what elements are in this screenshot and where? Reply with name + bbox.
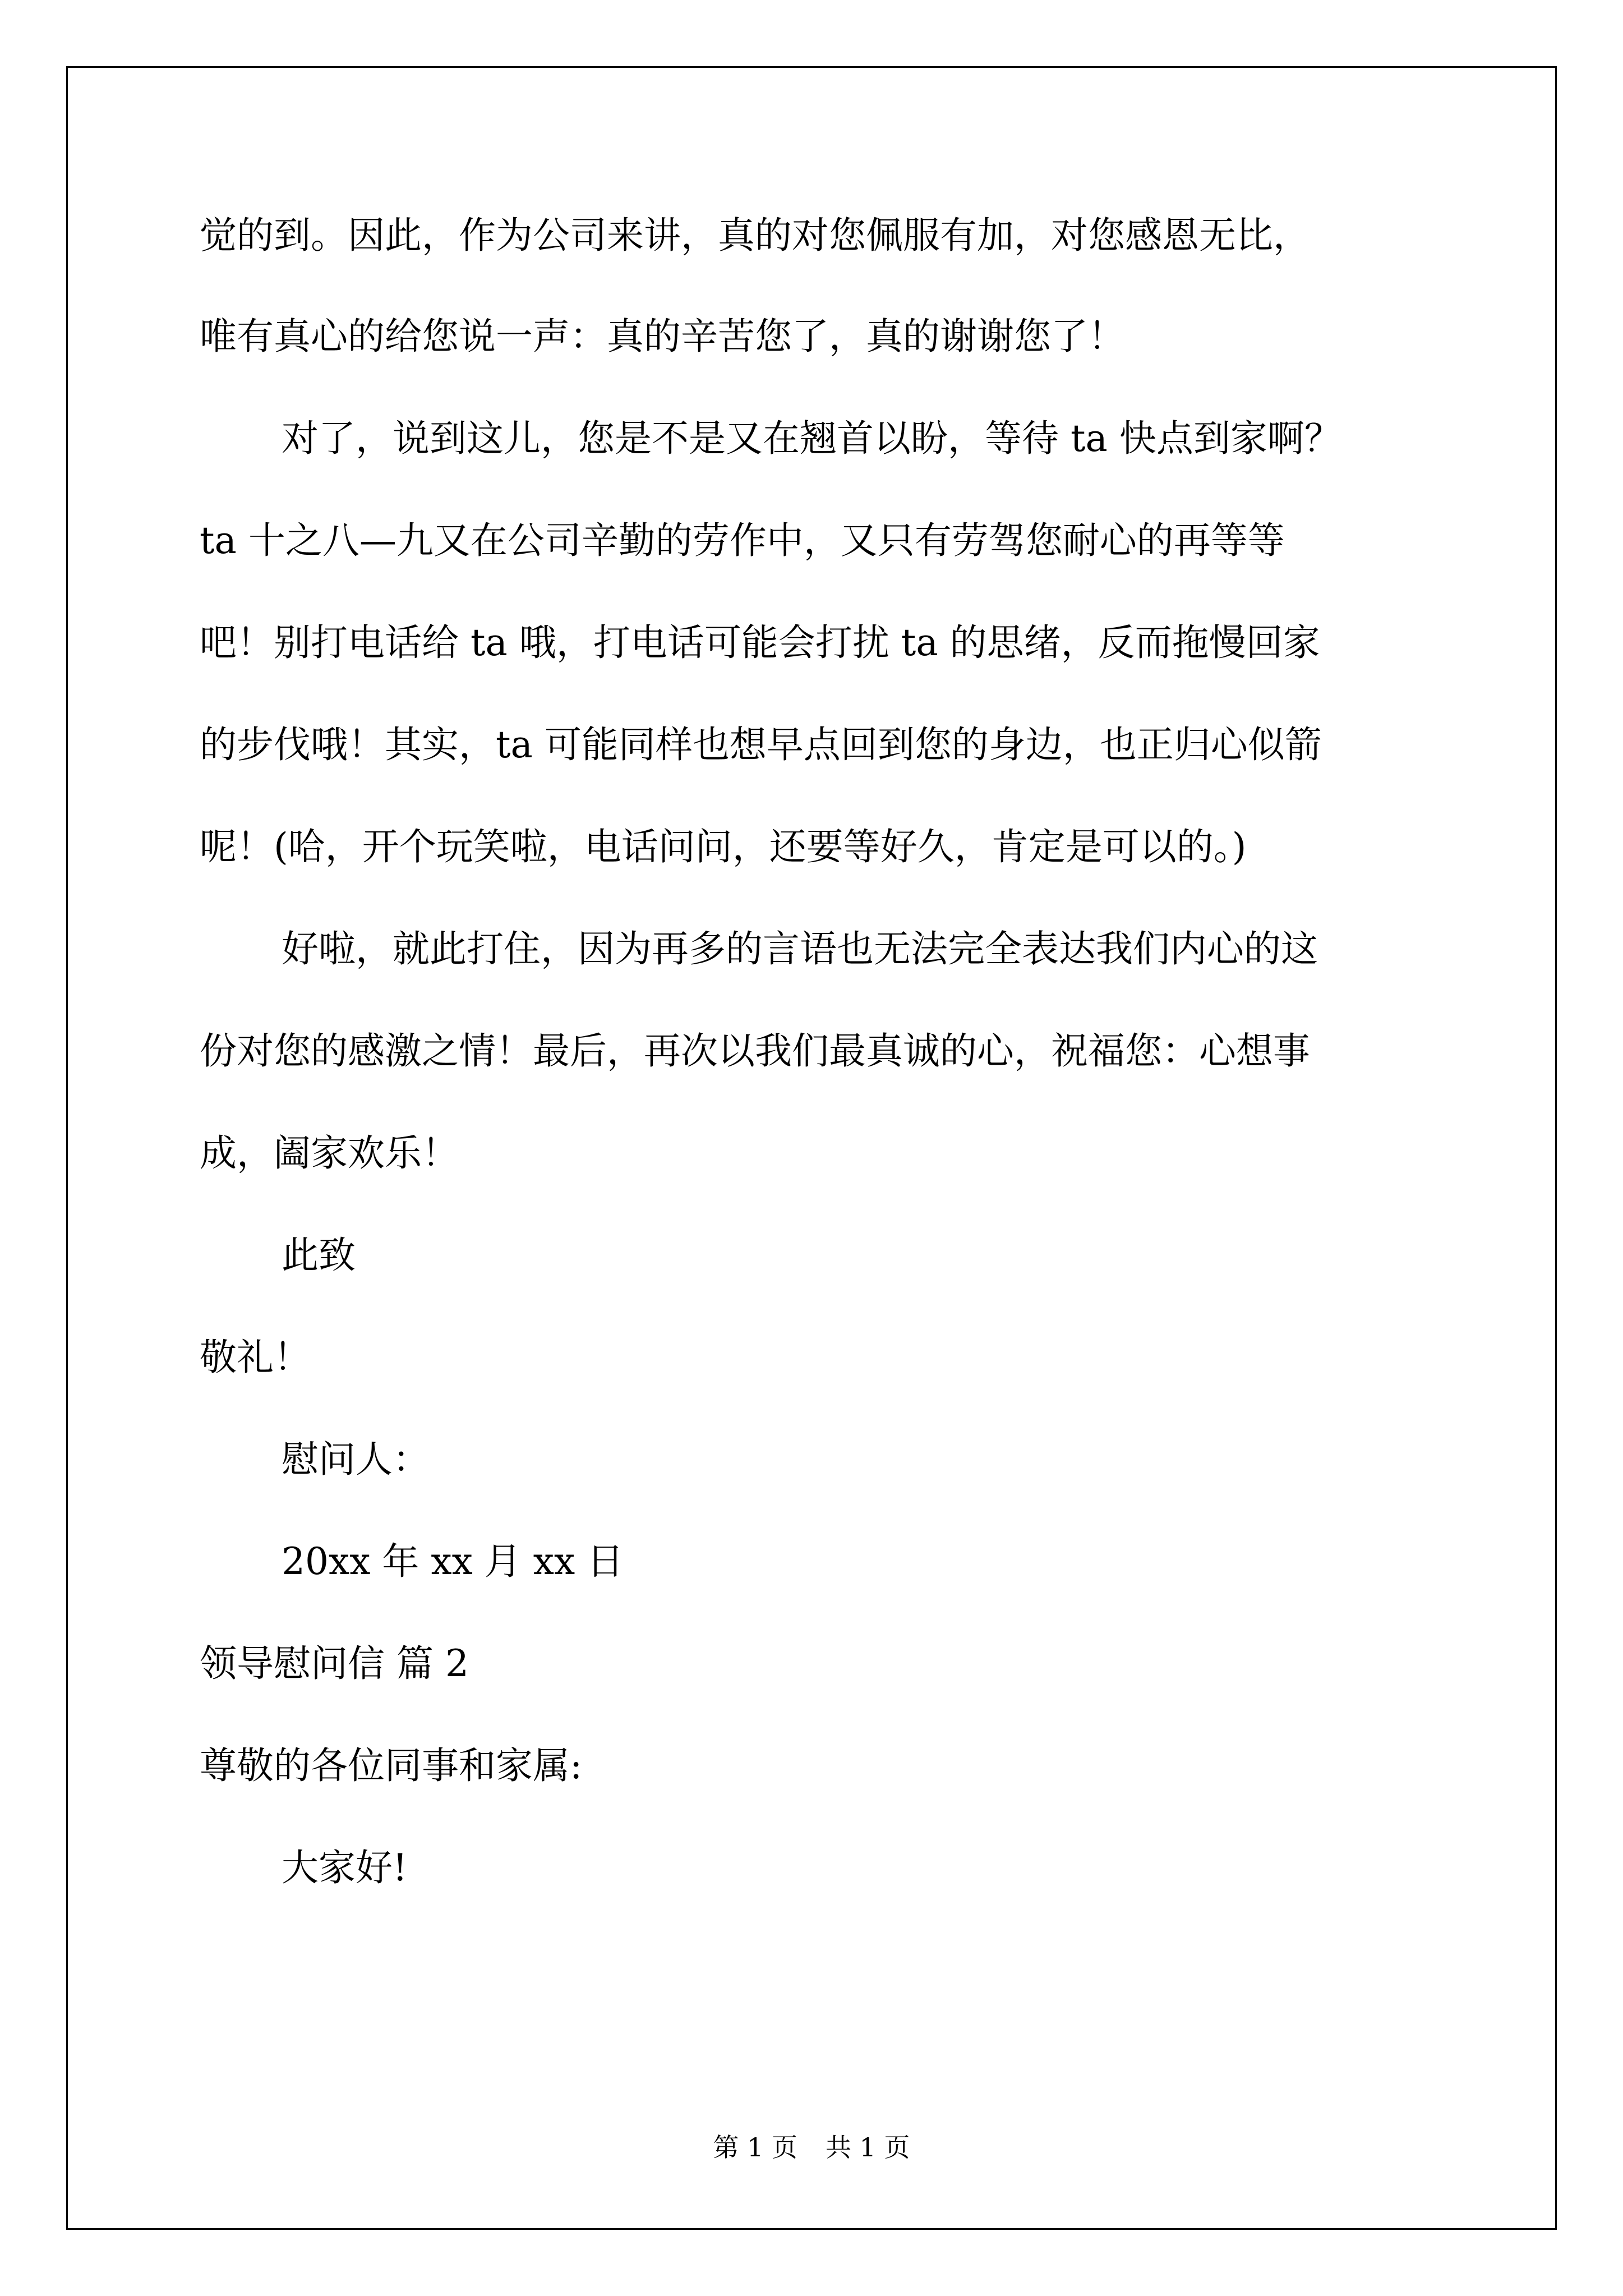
paragraph-line: 好啦，就此打住，因为再多的言语也无法完全表达我们内心的这 [282, 927, 1318, 970]
date-line: 20xx 年 xx 月 xx 日 [282, 1540, 624, 1583]
paragraph-line: 吧！别打电话给 ta 哦，打电话可能会打扰 ta 的思绪，反而拖慢回家 [200, 621, 1320, 664]
page-footer [0, 2127, 1623, 2164]
page-number: 第 1 页 [713, 2132, 797, 2162]
paragraph-line: ta 十之八—九又在公司辛勤的劳作中，又只有劳驾您耐心的再等等 [200, 519, 1285, 562]
paragraph-line: 份对您的感激之情！最后，再次以我们最真诚的心，祝福您：心想事 [200, 1029, 1310, 1073]
paragraph-line: 对了，说到这儿，您是不是又在翘首以盼，等待 ta 快点到家啊？ [282, 417, 1341, 460]
section-heading: 领导慰问信 篇 2 [200, 1642, 469, 1685]
signature-label: 慰问人： [282, 1438, 430, 1481]
closing-respect: 敬礼！ [200, 1336, 311, 1379]
paragraph-line: 呢！(哈，开个玩笑啦，电话问问，还要等好久，肯定是可以的。) [200, 825, 1247, 868]
page-total: 共 1 页 [826, 2132, 910, 2162]
paragraph-line: 唯有真心的给您说一声：真的辛苦您了，真的谢谢您了！ [200, 315, 1125, 358]
paragraph-line: 的步伐哦！其实，ta 可能同样也想早点回到您的身边，也正归心似箭 [200, 723, 1322, 766]
paragraph-line: 觉的到。因此，作为公司来讲，真的对您佩服有加，对您感恩无比， [200, 214, 1310, 257]
paragraph-line: 成，阖家欢乐！ [200, 1131, 459, 1175]
greeting-line: 尊敬的各位同事和家属: [200, 1744, 583, 1787]
greeting-hello: 大家好! [282, 1846, 408, 1889]
closing-salutation: 此致 [282, 1234, 356, 1277]
